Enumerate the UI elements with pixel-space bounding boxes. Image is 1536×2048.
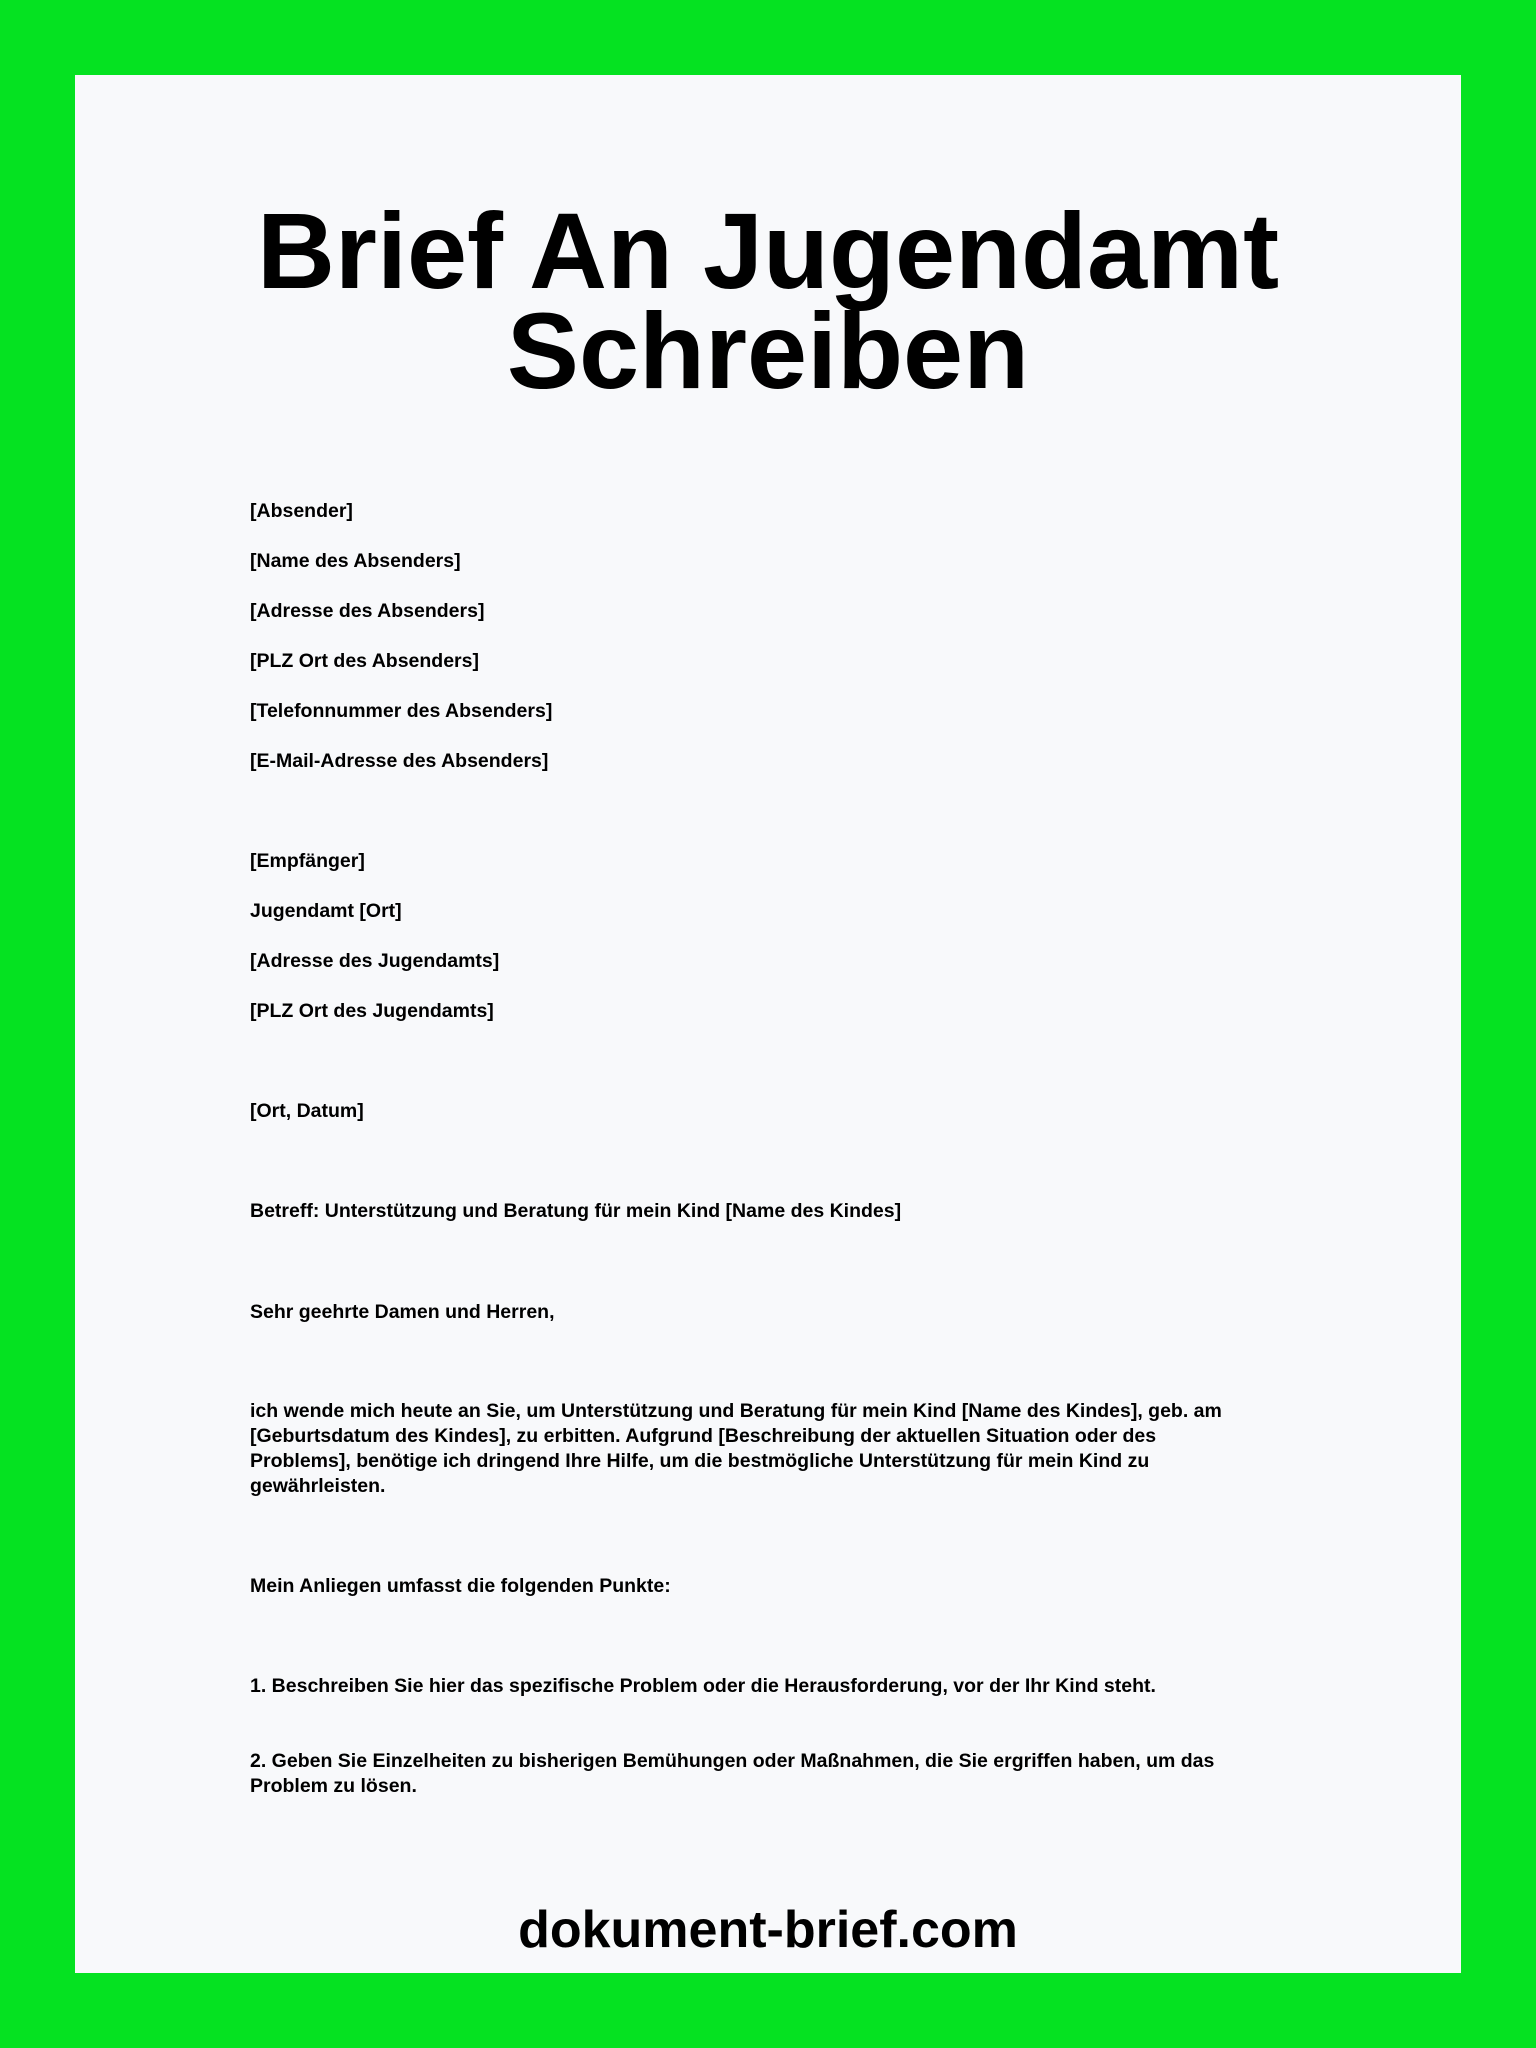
points-intro: Mein Anliegen umfasst die folgenden Punkte: xyxy=(250,1575,671,1597)
place-date: [Ort, Datum] xyxy=(250,1100,364,1122)
footer-website: dokument-brief.com xyxy=(518,1901,1018,1959)
point-item: 1. Beschreiben Sie hier das spezifische Problem oder die Herausforderung, vor der Ihr Kind steht. xyxy=(250,1675,1156,1697)
sender-address: [Adresse des Absenders] xyxy=(250,600,485,622)
document-page xyxy=(75,75,1461,1973)
sender-email: [E-Mail-Adresse des Absenders] xyxy=(250,750,549,772)
body-paragraph: ich wende mich heute an Sie, um Unterstützung und Beratung für mein Kind [Name des Kindes], geb. am [Geburtsdatum des Kindes], zu erbitten. Aufgrund [Beschreibung der aktuellen Situation oder des Problems], benötige ich dringend Ihre Hilfe, um die bestmögliche Unterstützung für mein Kind zu gewährleisten. xyxy=(250,1400,1222,1497)
sender-label: [Absender] xyxy=(250,500,353,522)
document-title: Brief An Jugendamt Schreiben xyxy=(256,190,1280,411)
sender-name: [Name des Absenders] xyxy=(250,550,461,572)
sender-phone: [Telefonnummer des Absenders] xyxy=(250,700,553,722)
recipient-city: [PLZ Ort des Jugendamts] xyxy=(250,1000,494,1022)
recipient-label: [Empfänger] xyxy=(250,850,365,872)
subject-line: Betreff: Unterstützung und Beratung für mein Kind [Name des Kindes] xyxy=(250,1200,902,1222)
salutation: Sehr geehrte Damen und Herren, xyxy=(250,1301,555,1323)
point-item: 2. Geben Sie Einzelheiten zu bisherigen Bemühungen oder Maßnahmen, die Sie ergriffen haben, um das Problem zu lösen. xyxy=(250,1750,1215,1797)
recipient-name: Jugendamt [Ort] xyxy=(250,900,402,922)
sender-city: [PLZ Ort des Absenders] xyxy=(250,650,479,672)
recipient-address: [Adresse des Jugendamts] xyxy=(250,950,500,972)
